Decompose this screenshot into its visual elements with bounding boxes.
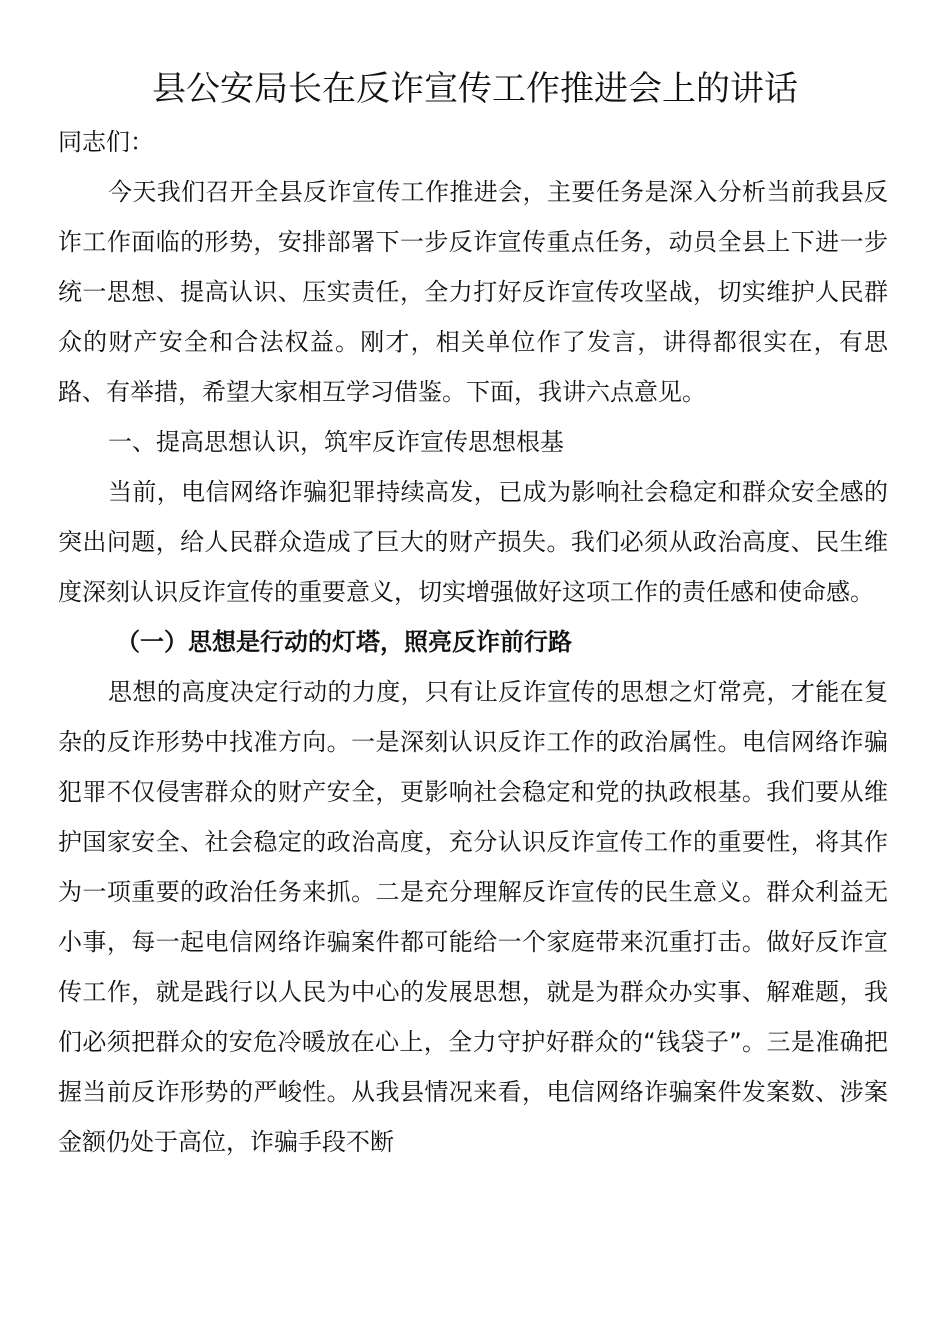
section-1-heading: 一、提高思想认识，筑牢反诈宣传思想根基 bbox=[108, 428, 564, 456]
salutation: 同志们： bbox=[58, 128, 154, 156]
intro-paragraph: 今天我们召开全县反诈宣传工作推进会，主要任务是深入分析当前我县反诈工作面临的形势，安排部署下一步反诈宣传重点任务，动员全县上下进一步统一思想、提高认识、压实责任，全力打好反诈宣传攻坚战，切实维护人民群众的财产安全和合法权益。刚才，相关单位作了发言，讲得都很实在，有思路、有举措，希望大家相互学习借鉴。下面，我讲六点意见。 bbox=[58, 178, 888, 406]
document-title: 县公安局长在反诈宣传工作推进会上的讲话 bbox=[152, 69, 798, 109]
document-body bbox=[58, 117, 888, 1167]
subsection-1-paragraph: 思想的高度决定行动的力度，只有让反诈宣传的思想之灯常亮，才能在复杂的反诈形势中找准方向。一是深刻认识反诈工作的政治属性。电信网络诈骗犯罪不仅侵害群众的财产安全，更影响社会稳定和党的执政根基。我们要从维护国家安全、社会稳定的政治高度，充分认识反诈宣传工作的重要性，将其作为一项重要的政治任务来抓。二是充分理解反诈宣传的民生意义。群众利益无小事，每一起电信网络诈骗案件都可能给一个家庭带来沉重打击。做好反诈宣传工作，就是践行以人民为中心的发展思想，就是为群众办实事、解难题，我们必须把群众的安危冷暖放在心上，全力守护好群众的“钱袋子”。三是准确把握当前反诈形势的严峻性。从我县情况来看，电信网络诈骗案件发案数、涉案金额仍处于高位，诈骗手段不断 bbox=[58, 678, 888, 1156]
section-1-paragraph: 当前，电信网络诈骗犯罪持续高发，已成为影响社会稳定和群众安全感的突出问题，给人民群众造成了巨大的财产损失。我们必须从政治高度、民生维度深刻认识反诈宣传的重要意义，切实增强做好这项工作的责任感和使命感。 bbox=[58, 478, 888, 606]
subsection-1-heading: （一）思想是行动的灯塔，照亮反诈前行路 bbox=[116, 628, 572, 656]
